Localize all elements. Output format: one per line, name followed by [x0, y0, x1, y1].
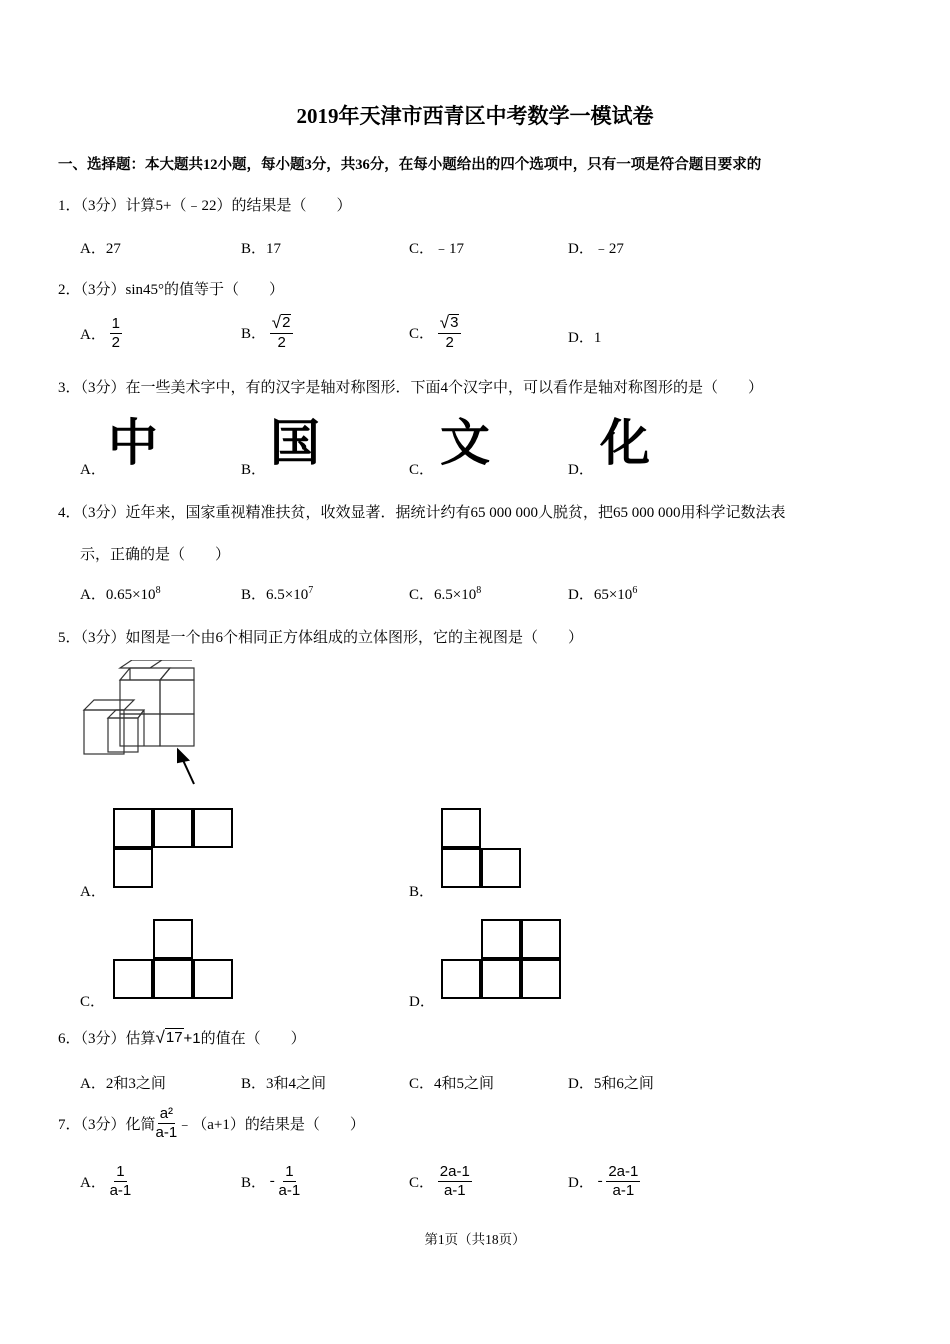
q3-option-d-char: 化: [600, 414, 650, 472]
q3-option-b-char: 国: [270, 414, 320, 472]
q3-option-d-label: D．: [568, 462, 594, 478]
q5-option-d-label: D．: [409, 994, 435, 1010]
question-2-stem: 2．（3分）sin45°的值等于（ ）: [58, 282, 285, 298]
q6-sqrt: √ 17: [155, 1028, 183, 1047]
q7-option-b: [241, 1164, 300, 1199]
q2-option-a: [80, 316, 122, 351]
q2-a-numerator: 1: [111, 315, 120, 332]
question-4-stem-line2: 示，正确的是（ ）: [80, 547, 231, 563]
q7-d-label: D．: [568, 1174, 594, 1191]
q2-b-label: B．: [241, 325, 267, 342]
q2-c-label: C．: [409, 325, 435, 342]
q7-d-denominator: a-1: [612, 1181, 635, 1199]
q4-d-label: D．: [568, 587, 594, 603]
q7-fraction: [156, 1106, 178, 1141]
page-title: 2019年天津市西青区中考数学一模试卷: [296, 104, 654, 128]
q2-option-d: D．1: [568, 330, 602, 346]
q2-b-radicand: 2: [282, 314, 291, 332]
q7-a-denominator: a-1: [109, 1181, 132, 1199]
square: [441, 959, 481, 999]
q7-d-numerator: 2a-1: [608, 1163, 639, 1180]
q4-b-label: B．: [241, 587, 267, 603]
q3-option-b-label: B．: [241, 462, 267, 478]
q4-b-base: 6.5×10: [266, 587, 309, 603]
q7-a-numerator: 1: [116, 1163, 125, 1180]
q7-a-label: A．: [80, 1174, 106, 1191]
q7-b-denominator: a-1: [278, 1181, 301, 1199]
square: [481, 959, 521, 999]
q7-c-label: C．: [409, 1174, 435, 1191]
q5-cube-figure: [72, 660, 207, 790]
q1-option-a: A．27: [80, 241, 121, 257]
question-6-stem: [58, 1027, 306, 1048]
square: [113, 959, 153, 999]
q4-c-label: C．: [409, 587, 435, 603]
q6-plus-one: +1: [183, 1030, 201, 1047]
q6-option-b: B．3和4之间: [241, 1076, 327, 1092]
q3-option-a-label: A．: [80, 462, 106, 478]
q2-c-fraction: √ 3 2: [438, 314, 462, 351]
q2-c-radicand: 3: [450, 314, 459, 332]
q4-option-d: [568, 583, 637, 604]
q7-b-numerator: 1: [285, 1163, 294, 1180]
page-footer: 第1页（共18页）: [424, 1232, 526, 1247]
q2-a-label: A．: [80, 326, 106, 343]
q7-option-c: [409, 1164, 472, 1199]
square: [481, 848, 521, 888]
q7-b-sign: -: [269, 1172, 275, 1189]
q2-b-denominator: 2: [277, 333, 286, 351]
square: [153, 919, 193, 959]
square: [153, 808, 193, 848]
square: [441, 808, 481, 848]
section-heading: 一、选择题：本大题共12小题，每小题3分，共36分，在每小题给出的四个选项中，只有一项是符合题目要求的: [58, 157, 762, 173]
q2-option-c: [409, 314, 461, 351]
q2-b-fraction: √ 2 2: [270, 314, 294, 351]
question-1-stem: 1．（3分）计算5+（﹣22）的结果是（ ）: [58, 198, 352, 214]
q4-c-exponent: 8: [476, 585, 482, 596]
q6-option-d: D．5和6之间: [568, 1076, 654, 1092]
q7-b-label: B．: [241, 1174, 267, 1191]
question-5-stem: 5．（3分）如图是一个由6个相同正方体组成的立体图形，它的主视图是（ ）: [58, 630, 584, 646]
q6-radicand: 17: [165, 1029, 183, 1046]
square: [481, 919, 521, 959]
q4-a-label: A．: [80, 587, 106, 603]
q6-stem-pre: 6．（3分）估算: [58, 1031, 156, 1047]
question-3-stem: 3．（3分）在一些美术字中，有的汉字是轴对称图形．下面4个汉字中，可以看作是轴对称图形的是（ ）: [58, 380, 764, 396]
q4-c-base: 6.5×10: [434, 587, 477, 603]
q4-option-a: [80, 583, 161, 604]
q4-a-exponent: 8: [155, 585, 161, 596]
q5-option-a-label: A．: [80, 884, 106, 900]
q6-option-c: C．4和5之间: [409, 1076, 495, 1092]
square: [113, 808, 153, 848]
q4-a-base: 0.65×10: [105, 587, 156, 603]
question-4-stem-line1: 4．（3分）近年来，国家重视精准扶贫，收效显著．据统计约有65 000 000人脱贫，把65 000 000用科学记数法表: [58, 505, 786, 521]
q3-option-a-char: 中: [108, 414, 158, 472]
q5-option-c-label: C．: [80, 994, 106, 1010]
q4-b-exponent: 7: [308, 585, 314, 596]
q3-option-c-char: 文: [440, 414, 490, 472]
q7-stem-pre: 7．（3分）化简: [58, 1116, 156, 1133]
q6-option-a: A．2和3之间: [80, 1076, 166, 1092]
question-7-stem: [58, 1106, 365, 1141]
q7-option-d: [568, 1164, 640, 1199]
q1-option-c: C．﹣17: [409, 241, 465, 257]
q4-d-exponent: 6: [632, 585, 638, 596]
q4-d-base: 65×10: [593, 587, 633, 603]
q6-stem-post: 的值在（ ）: [200, 1031, 306, 1047]
q4-option-c: [409, 583, 481, 604]
q7-option-a: [80, 1164, 131, 1199]
square: [193, 959, 233, 999]
q1-option-b: B．17: [241, 241, 282, 257]
q7-d-sign: -: [597, 1172, 603, 1189]
q7-denominator: a-1: [155, 1123, 178, 1141]
q7-numerator: a²: [159, 1105, 174, 1122]
square: [441, 848, 481, 888]
q1-option-d: D．﹣27: [568, 241, 624, 257]
q7-c-numerator: 2a-1: [439, 1163, 470, 1180]
q7-stem-post: ﹣（a+1）的结果是（ ）: [177, 1116, 365, 1133]
q2-a-denominator: 2: [111, 333, 120, 351]
q7-c-denominator: a-1: [443, 1181, 466, 1199]
q2-a-fraction: [110, 316, 122, 351]
square: [193, 808, 233, 848]
q2-option-b: [241, 314, 293, 351]
q5-option-b-label: B．: [409, 884, 435, 900]
q2-c-denominator: 2: [445, 333, 454, 351]
q3-option-c-label: C．: [409, 462, 435, 478]
q4-option-b: [241, 583, 313, 604]
square: [153, 959, 193, 999]
square: [521, 959, 561, 999]
square: [113, 848, 153, 888]
square: [521, 919, 561, 959]
